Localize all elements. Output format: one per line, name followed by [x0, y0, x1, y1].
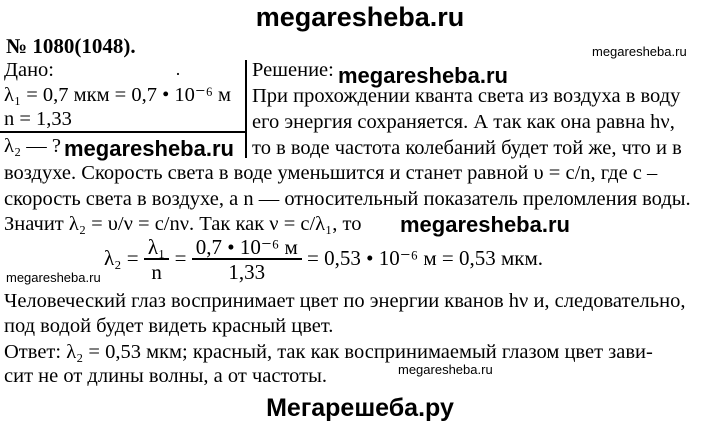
fraction-numerator: 0,7 • 10⁻⁶ м: [192, 236, 302, 260]
given-label: Дано:: [4, 59, 54, 81]
answer-line: Ответ: λ₂ = 0,53 мкм; красный, так как воспринимаемый глазом цвет зави-: [4, 341, 653, 363]
watermark-big: megaresheba.ru: [338, 63, 508, 88]
solution-line: его энергия сохраняется. А так как она равна hν,: [252, 111, 675, 133]
watermark-small: megaresheba.ru: [6, 270, 101, 285]
formula-result: = 0,53 • 10⁻⁶ м = 0,53 мкм.: [307, 245, 544, 270]
formula: [104, 236, 543, 284]
fraction-numerator: λ₁: [144, 236, 170, 260]
fraction-denominator: n: [151, 260, 162, 284]
watermark-small: megaresheba.ru: [398, 362, 493, 377]
given-refraction-index: n = 1,33: [4, 108, 72, 130]
solution-line: Человеческий глаз воспринимает цвет по энергии кванов hν и, следовательно,: [4, 290, 686, 312]
solution-label: Решение:: [252, 59, 334, 81]
given-divider-vertical: [245, 60, 247, 158]
solution-line: под водой будет видеть красный цвет.: [4, 315, 334, 337]
solution-line: то в воде частота колебаний будет той же, что и в: [252, 137, 682, 159]
given-wavelength: λ₁ = 0,7 мкм = 0,7 • 10⁻⁶ м: [4, 84, 231, 106]
given-divider-horizontal: [0, 131, 246, 133]
formula-equals: =: [174, 245, 187, 270]
solution-line: При прохождении кванта света из воздуха в воду: [252, 85, 681, 107]
watermark-big: megaresheba.ru: [64, 136, 234, 161]
solution-line: воздухе. Скорость света в воде уменьшится и станет равной υ = c/n, где c –: [4, 162, 658, 184]
stray-mark: ·: [175, 64, 181, 84]
fraction-denominator: 1,33: [228, 260, 266, 284]
formula-left: λ₂ =: [104, 245, 139, 270]
answer-line: сит не от длины волны, а от частоты.: [4, 365, 327, 387]
problem-title: № 1080(1048).: [6, 34, 136, 58]
fraction-lambda-over-n: [144, 236, 170, 284]
solution-line: скорость света в воздухе, а n — относительный показатель преломления воды.: [4, 188, 691, 210]
footer-watermark: Мегарешеба.ру: [266, 394, 454, 422]
watermark-big: megaresheba.ru: [400, 212, 570, 237]
fraction-value: [192, 236, 302, 284]
watermark-small: megaresheba.ru: [592, 44, 687, 59]
solution-line: Значит λ₂ = υ/ν = c/nν. Так как ν = c/λ₁, то: [4, 213, 362, 235]
given-unknown: λ₂ — ?: [4, 135, 61, 157]
watermark-top: megaresheba.ru: [255, 2, 465, 32]
